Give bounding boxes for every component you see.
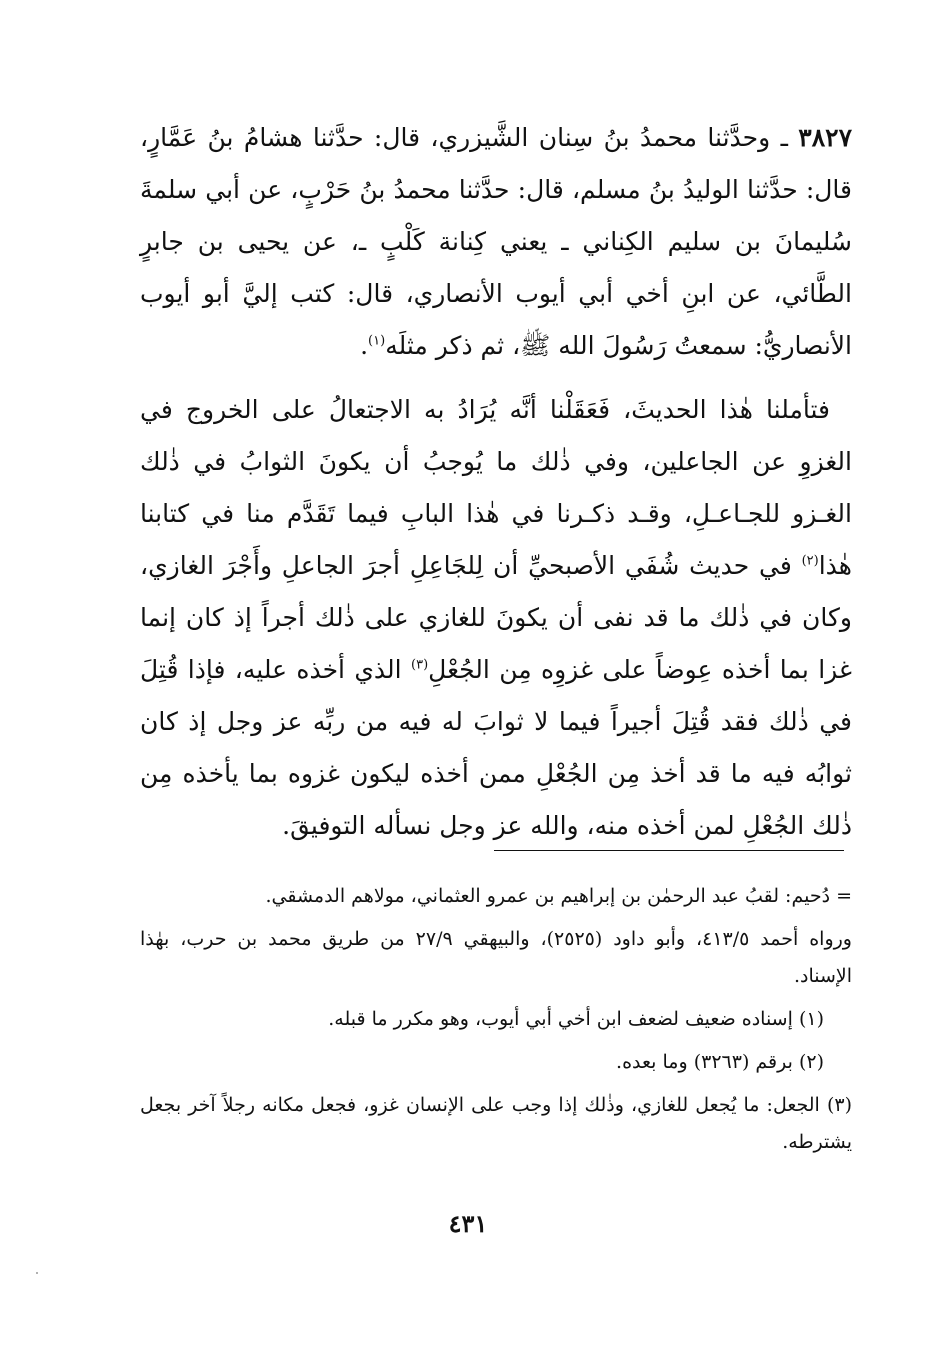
- footnote-text: الجعل: ما يُجعل للغازي، وذٰلك إذا وجب على الإنسان غزو، فجعل مكانه رجلاً آخر بجعل يشترطه.: [140, 1094, 852, 1153]
- commentary-paragraph: [140, 384, 852, 852]
- footnote-3: [140, 1087, 852, 1161]
- commentary-part-2: في حديث شُفَي الأصبحيِّ أن لِلجَاعِلِ أجرَ الجاعلِ وأَجْرَ الغازي، وكان في ذٰلك ما قد نفى أن يكونَ للغازي على ذٰلك أجراً إذ كان إنما غزا بما أخذه عِوضاً على غزوِه مِن الجُعْلِ: [140, 551, 853, 684]
- footnotes: [140, 878, 852, 1167]
- footnote-1: [140, 1001, 852, 1038]
- footnote-label: (١): [798, 1008, 824, 1030]
- hadith-text: ـ وحدَّثنا محمدُ بنُ سِنان الشَّيزري، قال: حدَّثنا هشامُ بنُ عَمَّارٍ، قال: حدَّثنا الوليدُ بنُ مسلم، قال: حدَّثنا محمدُ بنُ حَرْبٍ، عن أبي سلمةَ سُليمانَ بن سليم الكِناني ـ يعني كِنانة كَلْبٍ ـ، عن يحيى بن جابرٍ الطَّائي، عن ابنِ أخي أبي أيوب الأنصاري، قال: كتب إليَّ أبو أيوب الأنصاريُّ: سمعتُ رَسُولَ الله ﷺ، ثم ذكر مثلَه: [140, 123, 852, 360]
- hadith-number: ٣٨٢٧: [798, 123, 852, 152]
- footnote-marker-2[interactable]: (٢): [801, 553, 819, 569]
- footnote-marker-1[interactable]: (١): [368, 333, 386, 349]
- footnote-text: إسناده ضعيف لضعف ابن أخي أبي أيوب، وهو مكرر ما قبله.: [328, 1008, 793, 1030]
- footnote-text: برقم (٣٢٦٣) وما بعده.: [616, 1051, 793, 1073]
- commentary-part-1: فتأملنا هٰذا الحديثَ، فَعَقَلْنا أنَّه يُرَادُ به الاجتعالُ على الخروج في الغزوِ عن الجاعلين، وفي ذٰلك ما يُوجبُ أن يكونَ الثوابُ في ذٰلك الغـزو للجـاعـلِ، وقـد ذكـرنا في هٰذا البابِ فيما تَقَدَّم منا في كتابنا هٰذا: [140, 395, 852, 580]
- footnote-sources: [140, 921, 852, 995]
- main-text: [140, 112, 852, 852]
- hadith-text-end: .: [360, 331, 369, 360]
- footnote-label: (٢): [798, 1051, 824, 1073]
- footnote-text: = دُحيم: لقبُ عبد الرحمٰن بن إبراهيم بن عمرو العثماني، مولاهم الدمشقي.: [265, 885, 852, 907]
- footnote-2: [140, 1044, 852, 1081]
- page-number: ٤٣١: [448, 1209, 488, 1238]
- hadith-paragraph: [140, 112, 852, 372]
- footnote-separator: [494, 850, 844, 851]
- footnote-continuation: [140, 878, 852, 915]
- footnote-label: (٣): [826, 1094, 852, 1116]
- commentary-part-3: الذي أخذه عليه، فإذا قُتِلَ في ذٰلك فقد قُتِلَ أجيراً فيما لا ثوابَ له فيه من ربِّه عز وجل إذ كان ثوابُه فيه ما قد أخذ مِن الجُعْلِ ممن أخذه ليكون غزوه بما يأخذه مِن ذٰلك الجُعْلِ لمن أخذه منه، والله عز وجل نسأله التوفيقَ.: [140, 655, 852, 840]
- scan-speck: [36, 1272, 38, 1274]
- footnote-marker-3[interactable]: (٣): [411, 657, 429, 673]
- footnote-text: ورواه أحمد ٤١٣/٥، وأبو داود (٢٥٢٥)، والبيهقي ٢٧/٩ من طريق محمد بن حرب، بهٰذا الإسناد.: [140, 928, 852, 987]
